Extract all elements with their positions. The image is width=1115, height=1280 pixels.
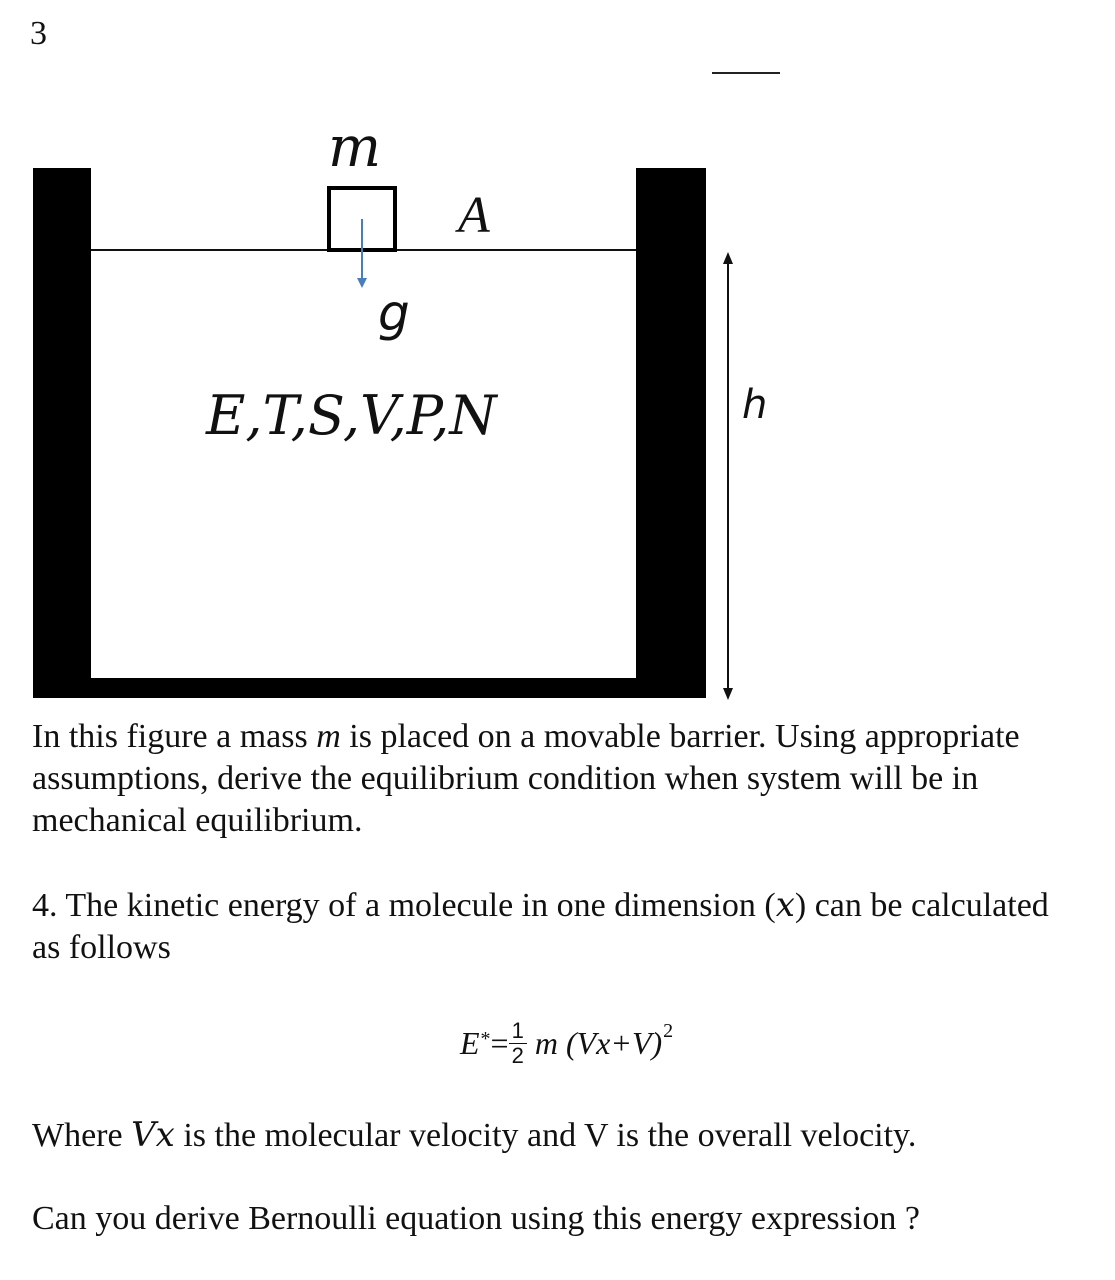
mass-variable: m bbox=[316, 718, 341, 755]
state-variables-label: E,T,S,V,P,N bbox=[206, 384, 497, 447]
mass-label: m bbox=[328, 115, 382, 180]
question-3-line-3: mechanical equilibrium. bbox=[32, 802, 363, 839]
equation-rhs: m (Vx+V) bbox=[534, 1024, 663, 1061]
question-3-line-1: In this figure a mass m is placed on a movable barrier. Using appropriate bbox=[32, 718, 1020, 755]
height-label: h bbox=[742, 382, 768, 428]
height-arrow-top-head bbox=[723, 252, 733, 264]
kinetic-energy-equation bbox=[460, 1008, 673, 1078]
page-number: 3 bbox=[30, 15, 47, 52]
equation-lhs: E bbox=[460, 1024, 480, 1061]
gravity-label: g bbox=[378, 284, 410, 342]
fraction-numerator: 1 bbox=[509, 1020, 527, 1044]
one-half-fraction bbox=[509, 1017, 527, 1068]
where-definition: Where Vx is the molecular velocity and V is the overall velocity. bbox=[32, 1115, 917, 1155]
equation-equals: = bbox=[490, 1024, 509, 1061]
right-wall bbox=[636, 168, 706, 698]
bernoulli-question: Can you derive Bernoulli equation using this energy expression ? bbox=[32, 1200, 920, 1237]
dimension-variable: x bbox=[775, 885, 795, 925]
fraction-denominator: 2 bbox=[511, 1042, 524, 1068]
gravity-arrow-head bbox=[357, 278, 367, 288]
height-arrow-bottom-head bbox=[723, 688, 733, 700]
container-bottom bbox=[33, 678, 706, 698]
molecular-velocity-variable: Vx bbox=[131, 1115, 175, 1155]
question-4-line-2: as follows bbox=[32, 929, 171, 966]
question-3-text bbox=[32, 716, 1020, 842]
question-4-text bbox=[32, 884, 1049, 969]
equation-exponent: 2 bbox=[663, 1019, 674, 1042]
question-3-line-2: assumptions, derive the equilibrium condition when system will be in bbox=[32, 760, 979, 797]
left-wall bbox=[33, 168, 91, 698]
equation-star: * bbox=[480, 1027, 491, 1050]
area-label: A bbox=[458, 187, 490, 244]
question-4-line-1: 4. The kinetic energy of a molecule in one dimension (x) can be calculated bbox=[32, 885, 1049, 925]
